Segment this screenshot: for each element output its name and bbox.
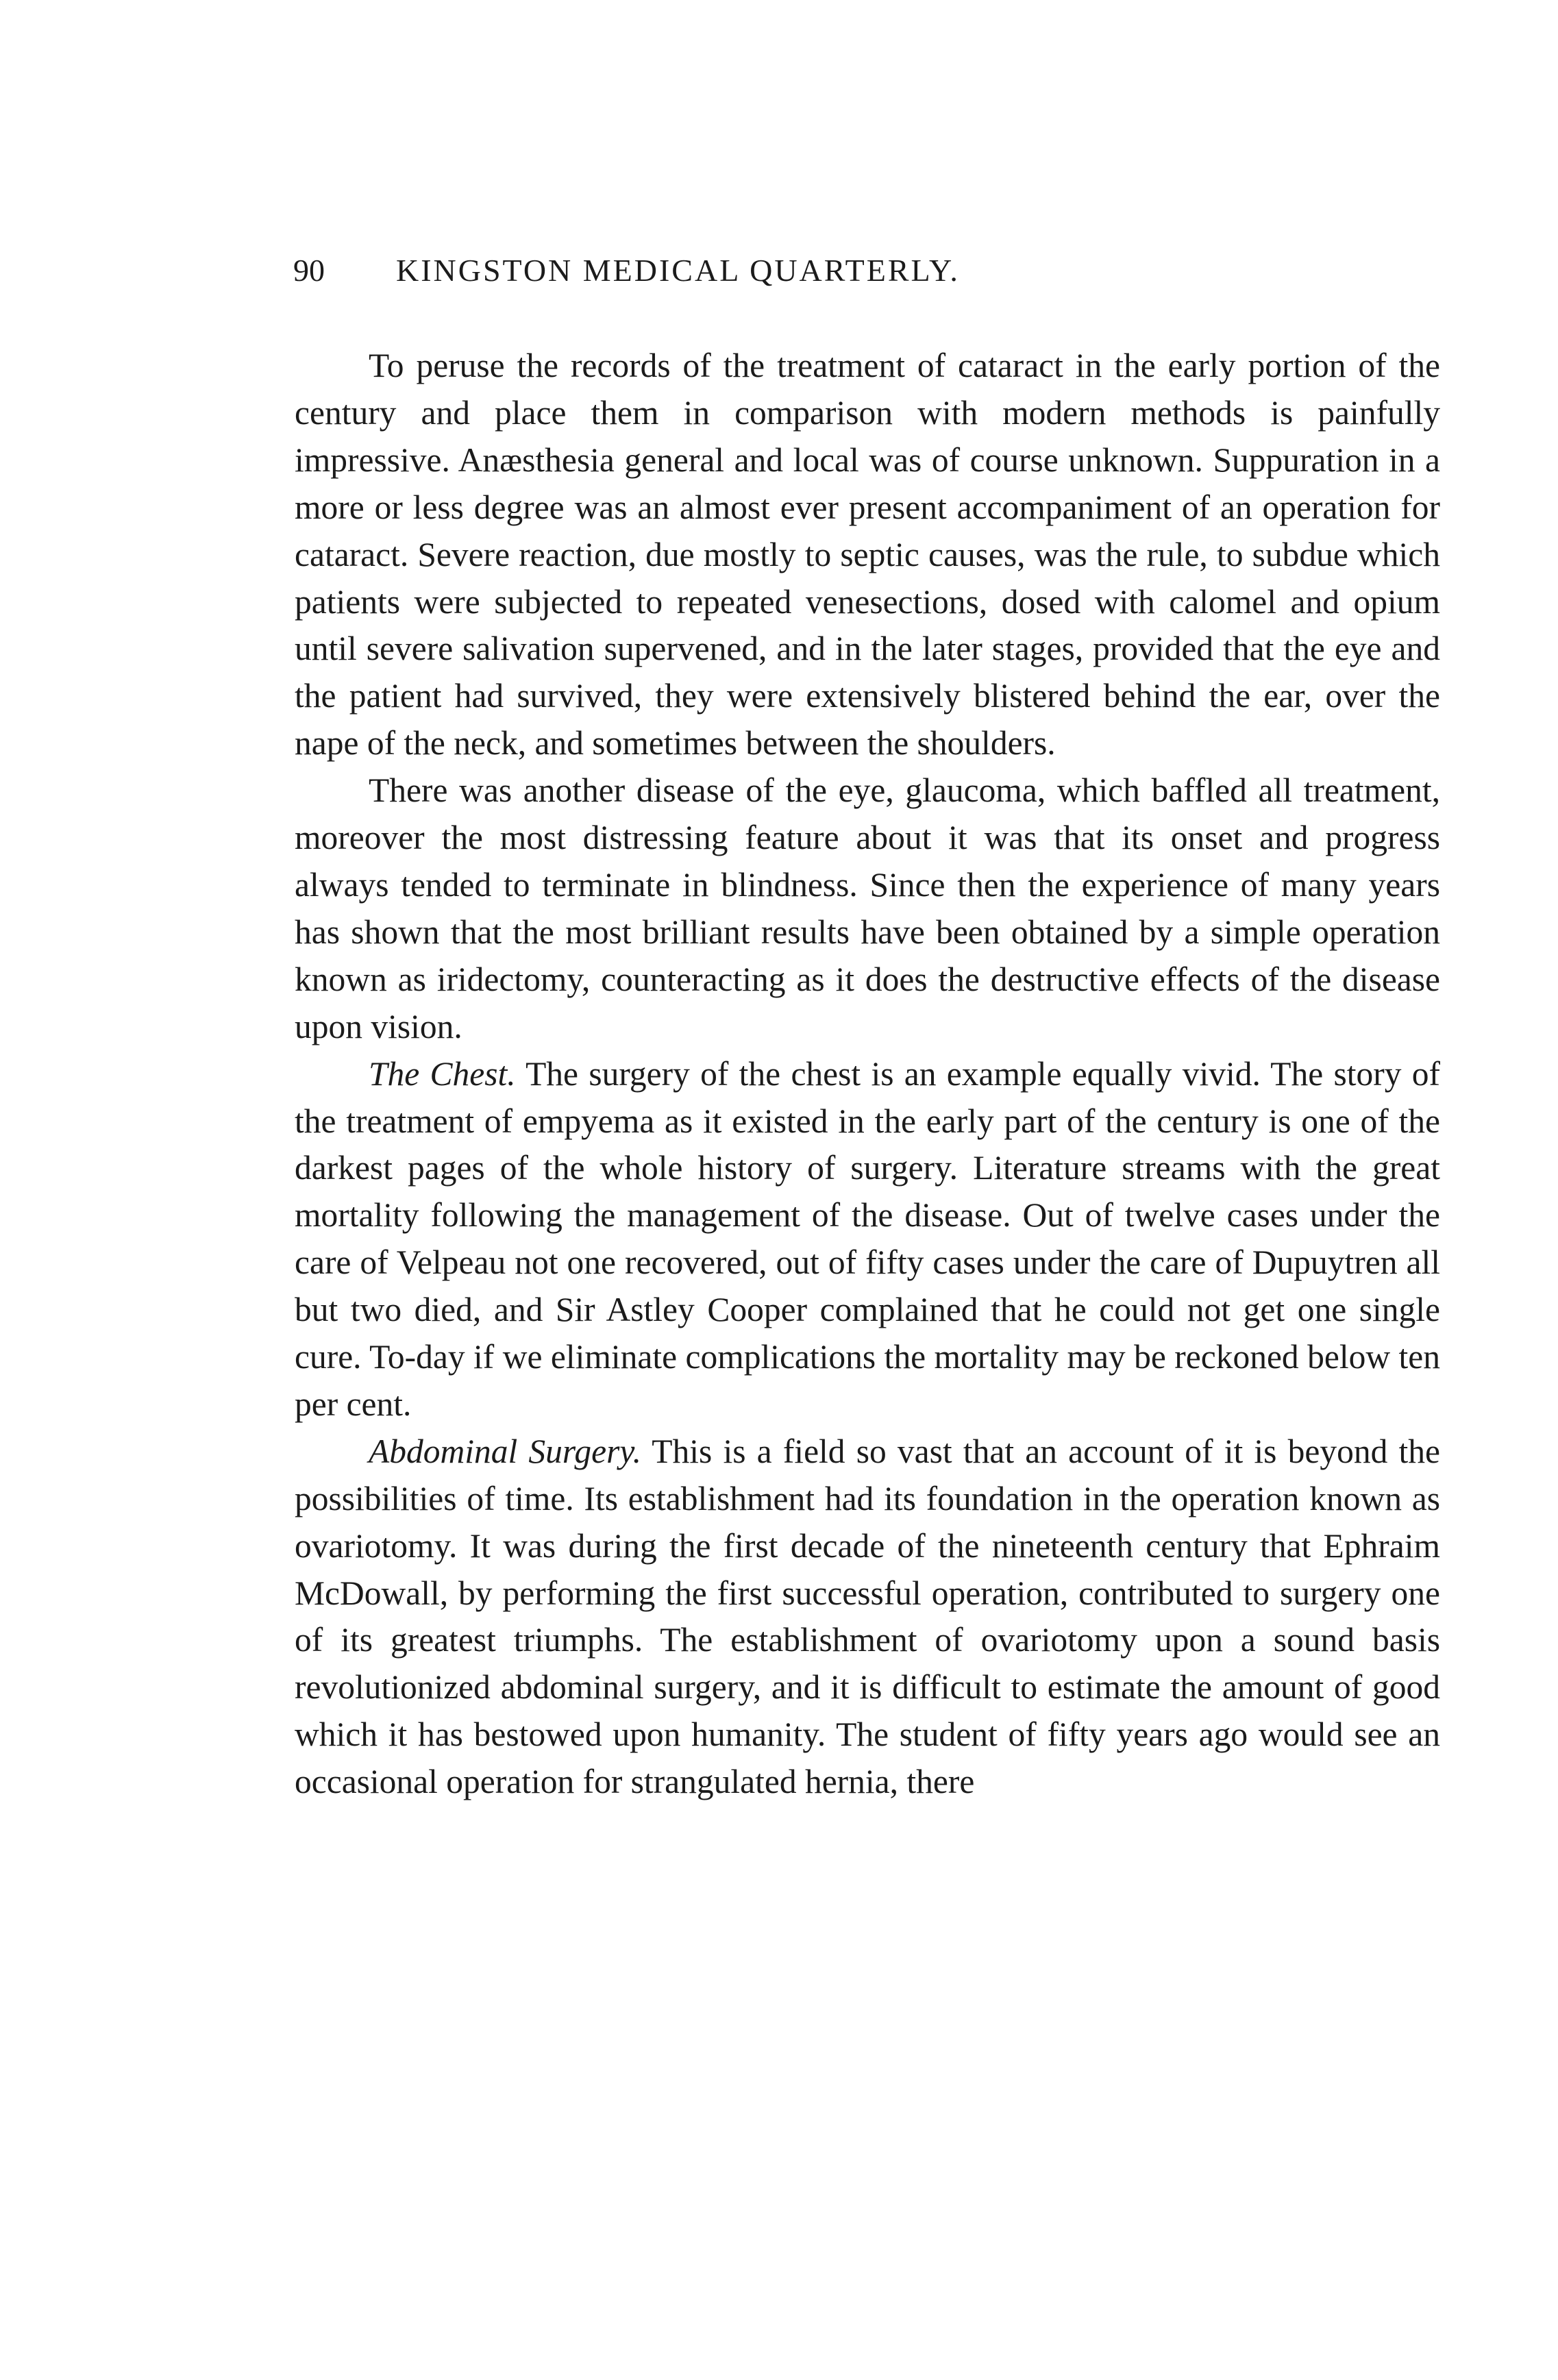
body-text [295, 343, 1440, 1806]
paragraph-text: This is a field so vast that an account of it is beyond the possibilities of time. Its establishment had its foundation in the operation known as ovariotomy. It was during the first decade of the nineteenth century that Ephraim McDowall, by performing the first successful operation, contributed to surgery one of its greatest triumphs. The establishment of ovariotomy upon a sound basis revolutionized abdominal surgery, and it is difficult to estimate the amount of good which it has bestowed upon humanity. The student of fifty years ago would see an occasional operation for strangulated hernia, there [295, 1432, 1441, 1801]
paragraph-text: The surgery of the chest is an example equally vivid. The story of the treatment of empyema as it existed in the early part of the century is one of the darkest pages of the whole history of surgery. Literature streams with the great mortality following the management of the disease. Out of twelve cases under the care of Velpeau not one recovered, out of fifty cases under the care of Dupuytren all but two died, and Sir Astley Cooper complained that he could not get one single cure. To-day if we eliminate complications the mortality may be reckoned below ten per cent. [295, 1054, 1440, 1423]
section-heading-abdominal-surgery: Abdominal Surgery. [369, 1432, 641, 1470]
section-heading-chest: The Chest. [369, 1054, 516, 1093]
paragraph-glaucoma [295, 767, 1440, 1050]
running-head: KINGSTON MEDICAL QUARTERLY. [396, 253, 960, 288]
paragraph-cataract [295, 343, 1440, 767]
paragraph-text: There was another disease of the eye, glaucoma, which baffled all treatment, moreover the most distressing feature about it was that its onset and progress always tended to terminate in blindness. Since then the experience of many years has shown that the most brilliant results have been obtained by a simple operation known as iridectomy, counteracting as it does the destructive effects of the disease upon vision. [295, 771, 1440, 1045]
page-header [293, 252, 1444, 300]
paragraph-text: To peruse the records of the treatment of cataract in the early portion of the century and place them in comparison with modern methods is painfully impressive. Anæsthesia general and local was of course unknown. Suppuration in a more or less degree was an almost ever present accompaniment of an operation for cataract. Severe reaction, due mostly to septic causes, was the rule, to subdue which patients were subjected to repeated venesections, dosed with calomel and opium until severe salivation supervened, and in the later stages, provided that the eye and the patient had survived, they were extensively blistered behind the ear, over the nape of the neck, and sometimes between the shoulders. [295, 347, 1440, 763]
paragraph-chest [295, 1051, 1440, 1428]
paragraph-abdominal-surgery [295, 1428, 1440, 1806]
page-number: 90 [293, 253, 325, 288]
